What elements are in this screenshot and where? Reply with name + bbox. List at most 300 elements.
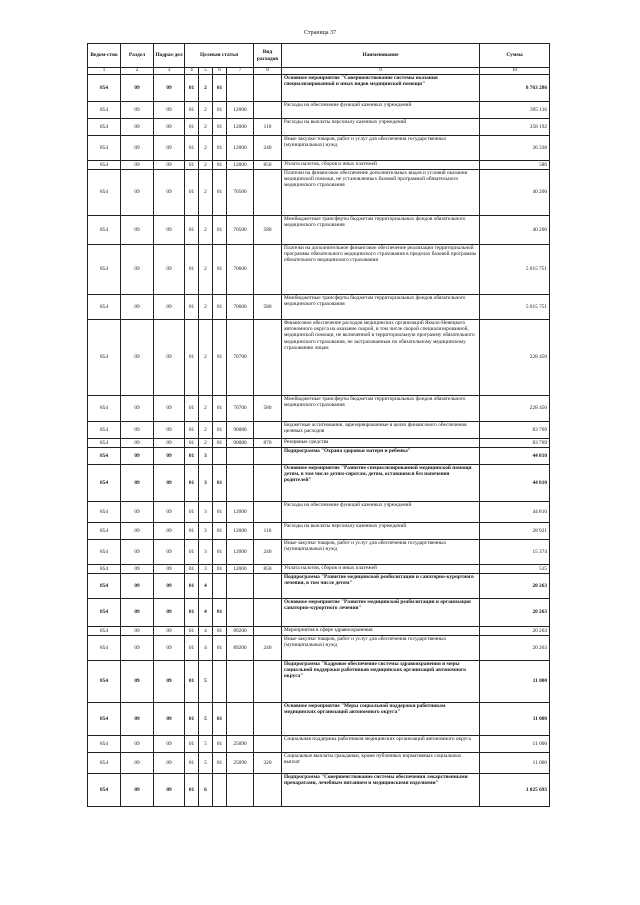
cell-target-2: 2	[199, 75, 213, 102]
cell-sum: 11 000	[480, 736, 550, 753]
cell-target-1: 01	[185, 661, 199, 703]
cell-target-1: 01	[185, 599, 199, 627]
cell-podrazdel: 09	[154, 774, 185, 807]
cell-target-4: 12000	[227, 540, 254, 565]
cell-target-1: 01	[185, 565, 199, 574]
cell-target-4: 70500	[227, 170, 254, 216]
cell-sum: 515	[480, 565, 550, 574]
cell-target-2: 3	[199, 465, 213, 502]
cell-name: Иные закупки товаров, работ и услуг для обеспечения государственных (муниципальных) нужд	[282, 636, 480, 661]
table-row	[88, 636, 550, 661]
cell-name: Межбюджетные трансферты бюджетам территориальных фондов обязательного медицинского страхования	[282, 396, 480, 422]
cell-target-3: 01	[213, 703, 227, 736]
cell-name: Расходы на обеспечение функций казенных учреждений	[282, 102, 480, 119]
cell-vedom: 854	[88, 245, 121, 295]
cell-target-1: 01	[185, 753, 199, 774]
cell-target-3: 01	[213, 502, 227, 523]
cell-podrazdel: 09	[154, 574, 185, 599]
cell-vid	[254, 774, 282, 807]
cell-podrazdel: 09	[154, 295, 185, 320]
cell-target-2: 5	[199, 736, 213, 753]
cell-target-1: 01	[185, 320, 199, 396]
cell-name: Резервные средства	[282, 439, 480, 448]
cell-target-1: 01	[185, 502, 199, 523]
cell-name: Подпрограмма "Охрана здоровья матери и ребенка"	[282, 448, 480, 465]
cell-target-1: 01	[185, 216, 199, 245]
table-row	[88, 736, 550, 753]
cell-target-3: 01	[213, 540, 227, 565]
cell-vid	[254, 627, 282, 636]
cell-sum: 44 810	[480, 448, 550, 465]
cell-vid	[254, 75, 282, 102]
cell-target-2: 4	[199, 627, 213, 636]
cell-target-1: 01	[185, 465, 199, 502]
cell-target-3: 01	[213, 636, 227, 661]
table-row	[88, 245, 550, 295]
cell-name: Расходы на выплаты персоналу казенных учреждений	[282, 523, 480, 540]
cell-vedom: 854	[88, 540, 121, 565]
cell-sum: 11 000	[480, 703, 550, 736]
cell-target-4: 70600	[227, 295, 254, 320]
cell-razdel: 09	[121, 636, 154, 661]
cell-sum: 44 810	[480, 502, 550, 523]
cell-razdel: 09	[121, 75, 154, 102]
cell-vid: 240	[254, 540, 282, 565]
table-row	[88, 216, 550, 245]
cell-target-2: 2	[199, 136, 213, 161]
cell-vid: 850	[254, 565, 282, 574]
cell-podrazdel: 09	[154, 320, 185, 396]
cell-vid	[254, 502, 282, 523]
cell-podrazdel: 09	[154, 422, 185, 439]
cell-sum: 83 769	[480, 422, 550, 439]
table-row	[88, 136, 550, 161]
cell-vedom: 854	[88, 703, 121, 736]
table-row	[88, 295, 550, 320]
cell-target-2: 4	[199, 599, 213, 627]
table-row	[88, 565, 550, 574]
cell-vedom: 854	[88, 574, 121, 599]
cell-target-3: 01	[213, 599, 227, 627]
cell-target-3: 01	[213, 736, 227, 753]
cell-name: Подпрограмма "Развитие медицинской реабилитации и санаторно-курортного лечения, в том числе детям"	[282, 574, 480, 599]
cell-vid: 110	[254, 119, 282, 136]
cell-target-3	[213, 661, 227, 703]
col-number: 8	[254, 68, 282, 75]
cell-sum: 20 263	[480, 574, 550, 599]
cell-name: Иные закупки товаров, работ и услуг для обеспечения государственных (муниципальных) нужд	[282, 136, 480, 161]
budget-table	[87, 43, 550, 807]
cell-podrazdel: 09	[154, 161, 185, 170]
col-number: 6	[213, 68, 227, 75]
cell-sum: 20 263	[480, 636, 550, 661]
cell-vedom: 854	[88, 161, 121, 170]
cell-vedom: 854	[88, 396, 121, 422]
cell-podrazdel: 09	[154, 736, 185, 753]
cell-vid	[254, 574, 282, 599]
cell-target-3: 01	[213, 439, 227, 448]
table-row	[88, 102, 550, 119]
cell-target-2: 2	[199, 245, 213, 295]
cell-target-1: 01	[185, 540, 199, 565]
cell-target-4: 70700	[227, 396, 254, 422]
cell-podrazdel: 09	[154, 136, 185, 161]
page-label: Страница 37	[303, 30, 337, 36]
table-row	[88, 119, 550, 136]
cell-podrazdel: 09	[154, 753, 185, 774]
cell-target-2: 2	[199, 295, 213, 320]
cell-target-3: 01	[213, 75, 227, 102]
cell-vid	[254, 661, 282, 703]
cell-razdel: 09	[121, 540, 154, 565]
table-row	[88, 465, 550, 502]
cell-vid	[254, 599, 282, 627]
cell-target-1: 01	[185, 574, 199, 599]
cell-target-2: 4	[199, 636, 213, 661]
cell-target-1: 01	[185, 448, 199, 465]
cell-name: Основное мероприятие "Совершенствование системы оказания специализированной и иных видов медицинской помощи"	[282, 75, 480, 102]
cell-vid: 580	[254, 216, 282, 245]
cell-sum: 358 192	[480, 119, 550, 136]
cell-podrazdel: 09	[154, 502, 185, 523]
cell-target-2: 3	[199, 523, 213, 540]
cell-sum: 83 769	[480, 439, 550, 448]
cell-sum: 20 263	[480, 627, 550, 636]
cell-target-2: 2	[199, 216, 213, 245]
cell-sum: 11 000	[480, 661, 550, 703]
cell-vedom: 854	[88, 736, 121, 753]
cell-target-4: 90080	[227, 439, 254, 448]
cell-target-4: 70600	[227, 245, 254, 295]
cell-target-4	[227, 75, 254, 102]
cell-vedom: 854	[88, 599, 121, 627]
header-sum: Сумма	[480, 44, 550, 68]
cell-vid: 110	[254, 523, 282, 540]
cell-target-4: 12000	[227, 565, 254, 574]
cell-vedom: 854	[88, 627, 121, 636]
cell-target-1: 01	[185, 75, 199, 102]
cell-name: Межбюджетные трансферты бюджетам территориальных фондов обязательного медицинского страхования	[282, 295, 480, 320]
table-row	[88, 161, 550, 170]
cell-target-2: 5	[199, 703, 213, 736]
cell-target-4	[227, 661, 254, 703]
cell-target-3: 01	[213, 565, 227, 574]
cell-vedom: 854	[88, 448, 121, 465]
col-number: 9	[282, 68, 480, 75]
cell-razdel: 09	[121, 599, 154, 627]
cell-razdel: 09	[121, 661, 154, 703]
cell-target-2: 2	[199, 161, 213, 170]
header-row	[88, 44, 550, 68]
cell-podrazdel: 09	[154, 170, 185, 216]
cell-target-3	[213, 574, 227, 599]
cell-podrazdel: 09	[154, 448, 185, 465]
cell-name: Бюджетные ассигнования, зарезервированные в целях финансового обеспечения целевых расходов	[282, 422, 480, 439]
cell-razdel: 09	[121, 753, 154, 774]
cell-sum: 20 263	[480, 599, 550, 627]
cell-vid	[254, 170, 282, 216]
cell-razdel: 09	[121, 439, 154, 448]
cell-razdel: 09	[121, 161, 154, 170]
cell-vedom: 854	[88, 465, 121, 502]
cell-razdel: 09	[121, 736, 154, 753]
cell-target-2: 2	[199, 439, 213, 448]
cell-sum: 40 200	[480, 170, 550, 216]
cell-podrazdel: 09	[154, 523, 185, 540]
col-number: 4	[185, 68, 199, 75]
cell-target-1: 01	[185, 102, 199, 119]
cell-podrazdel: 09	[154, 703, 185, 736]
cell-target-4: 12000	[227, 161, 254, 170]
cell-target-1: 01	[185, 295, 199, 320]
cell-razdel: 09	[121, 422, 154, 439]
cell-target-3: 01	[213, 170, 227, 216]
cell-target-2: 2	[199, 170, 213, 216]
cell-name: Основное мероприятие "Меры социальной поддержки работникам медицинских организаций автономного округа"	[282, 703, 480, 736]
cell-target-3	[213, 448, 227, 465]
cell-target-2: 2	[199, 422, 213, 439]
cell-target-1: 01	[185, 136, 199, 161]
cell-target-3: 01	[213, 523, 227, 540]
cell-target-2: 2	[199, 102, 213, 119]
cell-sum: 395 116	[480, 102, 550, 119]
cell-sum: 36 338	[480, 136, 550, 161]
cell-razdel: 09	[121, 102, 154, 119]
cell-sum: 228 450	[480, 320, 550, 396]
cell-podrazdel: 09	[154, 439, 185, 448]
cell-vedom: 854	[88, 565, 121, 574]
cell-target-3: 01	[213, 295, 227, 320]
cell-target-2: 2	[199, 119, 213, 136]
header-vedom: Ведом-ство	[88, 44, 121, 68]
cell-target-3: 01	[213, 627, 227, 636]
cell-vedom: 854	[88, 119, 121, 136]
cell-vid: 870	[254, 439, 282, 448]
cell-target-3: 01	[213, 119, 227, 136]
cell-vedom: 854	[88, 216, 121, 245]
col-number: 5	[199, 68, 213, 75]
cell-target-4	[227, 774, 254, 807]
table-row	[88, 396, 550, 422]
cell-target-3: 01	[213, 161, 227, 170]
cell-sum: 1 025 693	[480, 774, 550, 807]
cell-name: Социальная поддержка работников медицинских организаций автономного округа	[282, 736, 480, 753]
cell-razdel: 09	[121, 502, 154, 523]
cell-razdel: 09	[121, 465, 154, 502]
header-vid: Вид расходов	[254, 44, 282, 68]
cell-target-1: 01	[185, 170, 199, 216]
cell-vedom: 854	[88, 102, 121, 119]
cell-podrazdel: 09	[154, 396, 185, 422]
cell-target-3	[213, 774, 227, 807]
cell-podrazdel: 09	[154, 627, 185, 636]
cell-name: Межбюджетные трансферты бюджетам территориальных фондов обязательного медицинского страхования	[282, 216, 480, 245]
cell-vid	[254, 448, 282, 465]
cell-vid	[254, 102, 282, 119]
cell-target-4	[227, 574, 254, 599]
cell-vedom: 854	[88, 136, 121, 161]
cell-name: Платежи на дополнительное финансовое обеспечение реализации территориальной программы обязательного медицинского страхования в пределах базовой программы обязательного медицинского страхования	[282, 245, 480, 295]
cell-razdel: 09	[121, 396, 154, 422]
cell-razdel: 09	[121, 774, 154, 807]
table-row	[88, 627, 550, 636]
cell-name: Уплата налогов, сборов и иных платежей	[282, 565, 480, 574]
cell-target-2: 3	[199, 565, 213, 574]
table-row	[88, 523, 550, 540]
cell-podrazdel: 09	[154, 119, 185, 136]
cell-target-4: 89200	[227, 627, 254, 636]
cell-vedom: 854	[88, 320, 121, 396]
cell-vid	[254, 320, 282, 396]
cell-target-1: 01	[185, 245, 199, 295]
cell-name: Уплата налогов, сборов и иных платежей	[282, 161, 480, 170]
cell-sum: 8 763 286	[480, 75, 550, 102]
cell-target-1: 01	[185, 627, 199, 636]
cell-vid	[254, 465, 282, 502]
cell-target-3: 01	[213, 465, 227, 502]
cell-razdel: 09	[121, 448, 154, 465]
cell-target-3: 01	[213, 102, 227, 119]
cell-target-2: 5	[199, 661, 213, 703]
table-row	[88, 599, 550, 627]
cell-target-4: 12000	[227, 502, 254, 523]
table-row	[88, 753, 550, 774]
cell-vedom: 854	[88, 170, 121, 216]
cell-target-2: 4	[199, 574, 213, 599]
cell-razdel: 09	[121, 320, 154, 396]
cell-target-1: 01	[185, 523, 199, 540]
cell-target-4: 12000	[227, 102, 254, 119]
cell-vid	[254, 245, 282, 295]
table-row	[88, 661, 550, 703]
table-row	[88, 75, 550, 102]
cell-razdel: 09	[121, 216, 154, 245]
header-podrazdel: Подраз-дел	[154, 44, 185, 68]
cell-vid: 240	[254, 136, 282, 161]
cell-target-4: 12000	[227, 523, 254, 540]
cell-name: Социальные выплаты гражданам, кроме публичных нормативных социальных выплат	[282, 753, 480, 774]
cell-target-4: 89200	[227, 636, 254, 661]
cell-podrazdel: 09	[154, 245, 185, 295]
table-row	[88, 502, 550, 523]
cell-razdel: 09	[121, 627, 154, 636]
cell-target-3: 01	[213, 396, 227, 422]
table-row	[88, 703, 550, 736]
cell-vid	[254, 703, 282, 736]
cell-target-1: 01	[185, 774, 199, 807]
cell-razdel: 09	[121, 574, 154, 599]
cell-target-1: 01	[185, 396, 199, 422]
cell-razdel: 09	[121, 295, 154, 320]
cell-target-2: 5	[199, 753, 213, 774]
table-row	[88, 320, 550, 396]
cell-vid: 580	[254, 295, 282, 320]
cell-vid: 580	[254, 396, 282, 422]
table-row	[88, 422, 550, 439]
cell-name: Расходы на выплаты персоналу казенных учреждений	[282, 119, 480, 136]
cell-podrazdel: 09	[154, 636, 185, 661]
cell-razdel: 09	[121, 245, 154, 295]
column-number-row	[88, 68, 550, 75]
table-row	[88, 448, 550, 465]
col-number: 10	[480, 68, 550, 75]
header-razdel: Раздел	[121, 44, 154, 68]
col-number: 2	[121, 68, 154, 75]
cell-target-4: 25090	[227, 753, 254, 774]
cell-target-4	[227, 465, 254, 502]
table-row	[88, 439, 550, 448]
cell-target-2: 3	[199, 448, 213, 465]
cell-target-4	[227, 703, 254, 736]
cell-name: Основное мероприятие "Развитие медицинской реабилитации и организация санаторно-курортного лечения"	[282, 599, 480, 627]
table-row	[88, 170, 550, 216]
cell-name: Мероприятия в сфере здравоохранения	[282, 627, 480, 636]
cell-target-2: 3	[199, 502, 213, 523]
cell-vedom: 854	[88, 661, 121, 703]
cell-target-2: 2	[199, 320, 213, 396]
cell-target-1: 01	[185, 703, 199, 736]
cell-vedom: 854	[88, 295, 121, 320]
cell-sum: 228 450	[480, 396, 550, 422]
cell-target-1: 01	[185, 439, 199, 448]
cell-target-1: 01	[185, 636, 199, 661]
table-body	[88, 75, 550, 807]
cell-podrazdel: 09	[154, 216, 185, 245]
col-number: 3	[154, 68, 185, 75]
cell-name: Подпрограмма "Совершенствование системы обеспечения лекарственными препаратами, лечебным питанием и медицинскими изделиями"	[282, 774, 480, 807]
cell-vedom: 854	[88, 774, 121, 807]
cell-target-3: 01	[213, 753, 227, 774]
cell-target-2: 6	[199, 774, 213, 807]
cell-target-3: 01	[213, 320, 227, 396]
cell-name: Иные закупки товаров, работ и услуг для обеспечения государственных (муниципальных) нужд	[282, 540, 480, 565]
cell-name: Основное мероприятие "Развитие специализированной медицинской помощи детям, в том числе детям-сиротам, детям, оставшимся без попечения родителей"	[282, 465, 480, 502]
col-number: 7	[227, 68, 254, 75]
cell-vid: 850	[254, 161, 282, 170]
cell-target-3: 01	[213, 422, 227, 439]
cell-sum: 586	[480, 161, 550, 170]
cell-target-3: 01	[213, 216, 227, 245]
cell-target-1: 01	[185, 422, 199, 439]
cell-podrazdel: 09	[154, 540, 185, 565]
cell-sum: 28 921	[480, 523, 550, 540]
cell-target-4: 25090	[227, 736, 254, 753]
cell-podrazdel: 09	[154, 565, 185, 574]
cell-target-4	[227, 599, 254, 627]
cell-sum: 40 200	[480, 216, 550, 245]
table-row	[88, 774, 550, 807]
cell-razdel: 09	[121, 119, 154, 136]
cell-target-1: 01	[185, 161, 199, 170]
cell-vid: 320	[254, 753, 282, 774]
cell-razdel: 09	[121, 703, 154, 736]
cell-podrazdel: 09	[154, 102, 185, 119]
cell-podrazdel: 09	[154, 465, 185, 502]
cell-target-3: 01	[213, 136, 227, 161]
cell-target-2: 3	[199, 540, 213, 565]
cell-sum: 5 015 751	[480, 245, 550, 295]
cell-target-2: 2	[199, 396, 213, 422]
table-row	[88, 540, 550, 565]
cell-target-4: 12000	[227, 119, 254, 136]
cell-razdel: 09	[121, 170, 154, 216]
cell-sum: 15 374	[480, 540, 550, 565]
cell-vedom: 854	[88, 523, 121, 540]
cell-target-4: 12000	[227, 136, 254, 161]
cell-target-4: 90080	[227, 422, 254, 439]
cell-name: Расходы на обеспечение функций казенных учреждений	[282, 502, 480, 523]
cell-vid	[254, 422, 282, 439]
